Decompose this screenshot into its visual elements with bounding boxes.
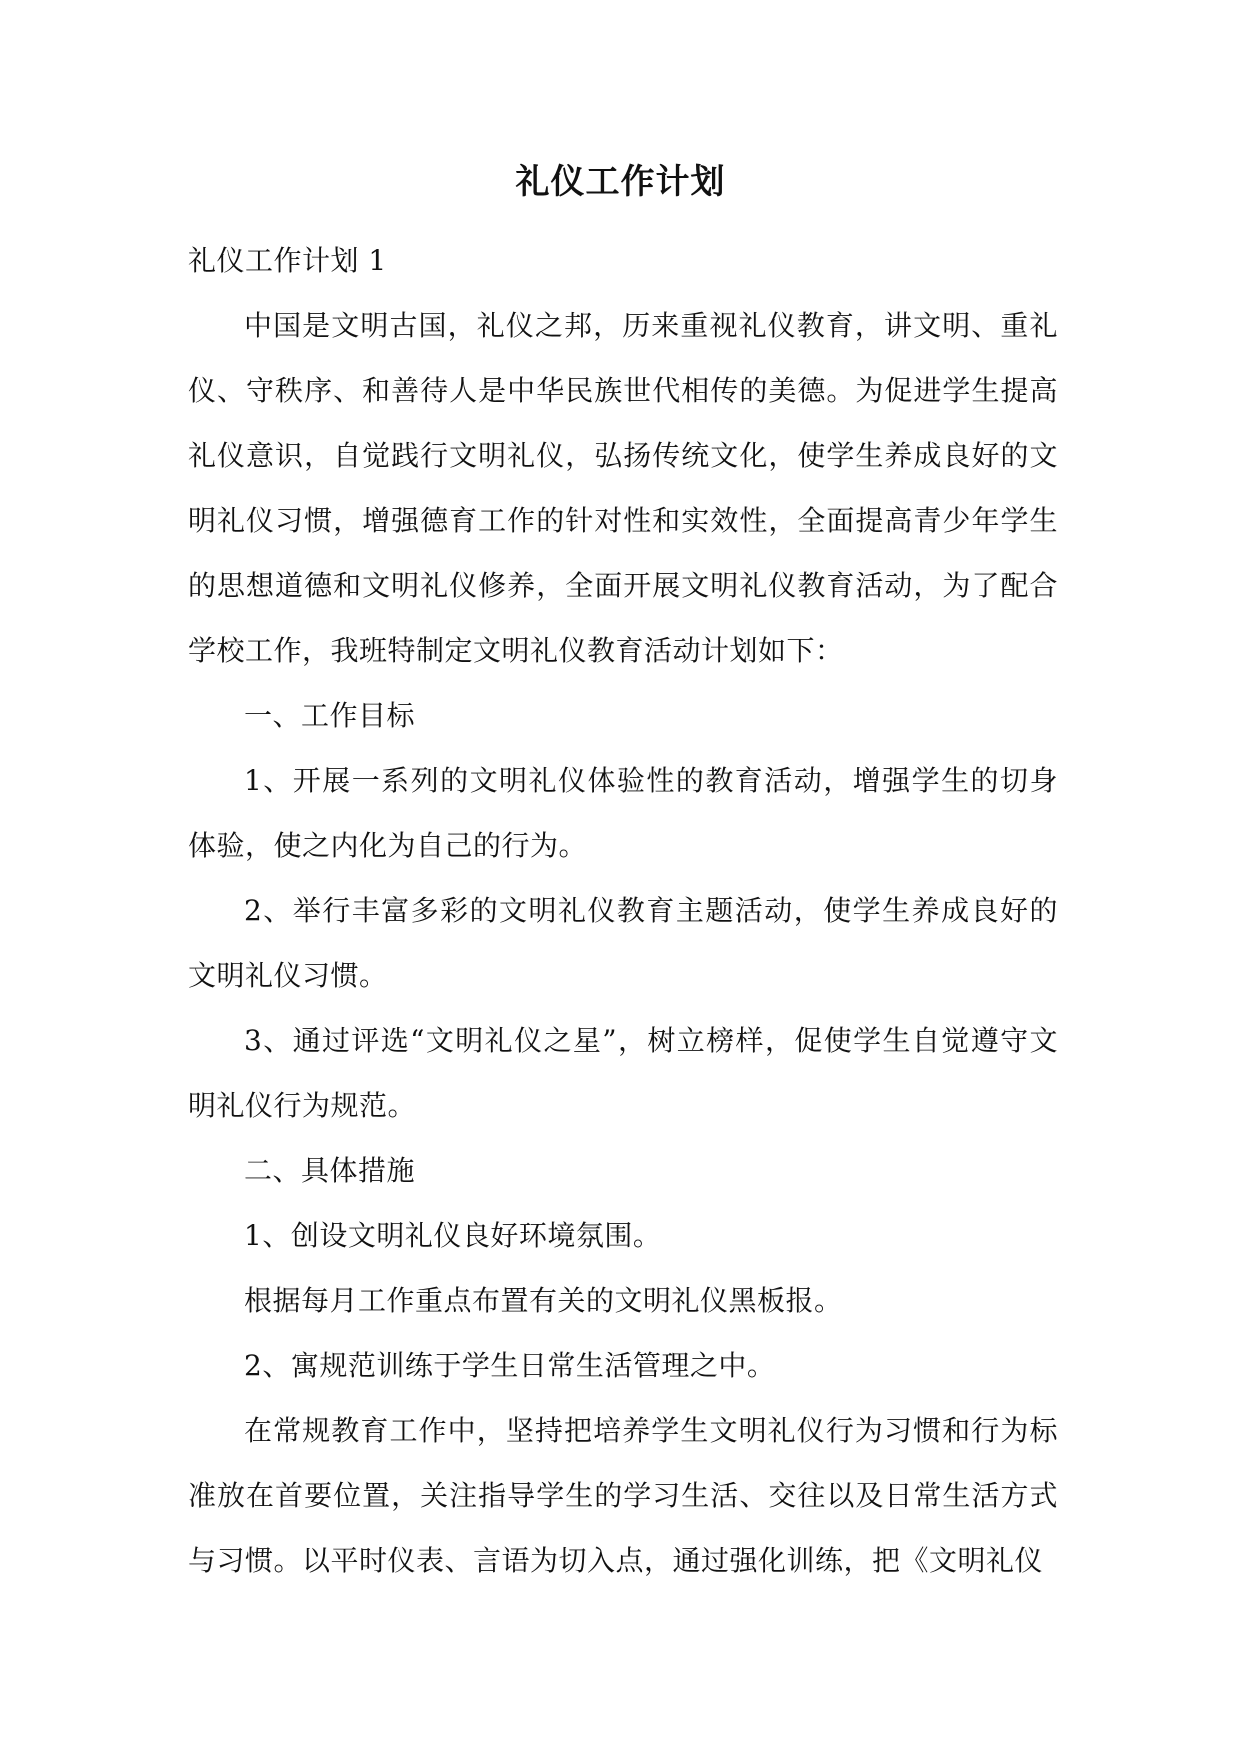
- goal-item-1: 1、开展一系列的文明礼仪体验性的教育活动，增强学生的切身体验，使之内化为自己的行为。: [188, 764, 1058, 862]
- measure-item-1-detail: 根据每月工作重点布置有关的文明礼仪黑板报。: [244, 1284, 843, 1317]
- section-heading-measures: 二、具体措施: [244, 1154, 416, 1187]
- document-body: [188, 228, 1058, 1593]
- section-heading-goals: 一、工作目标: [244, 699, 416, 732]
- intro-paragraph: 中国是文明古国，礼仪之邦，历来重视礼仪教育，讲文明、重礼仪、守秩序、和善待人是中华民族世代相传的美德。为促进学生提高礼仪意识，自觉践行文明礼仪，弘扬传统文化，使学生养成良好的文明礼仪习惯，增强德育工作的针对性和实效性，全面提高青少年学生的思想道德和文明礼仪修养，全面开展文明礼仪教育活动，为了配合学校工作，我班特制定文明礼仪教育活动计划如下：: [188, 309, 1058, 667]
- section-heading: 礼仪工作计划 1: [188, 244, 387, 277]
- measure-item-2-detail: 在常规教育工作中，坚持把培养学生文明礼仪行为习惯和行为标准放在首要位置，关注指导学生的学习生活、交往以及日常生活方式与习惯。以平时仪表、言语为切入点，通过强化训练，把《文明礼仪: [188, 1414, 1058, 1577]
- measure-item-1: 1、创设文明礼仪良好环境氛围。: [244, 1219, 662, 1252]
- document-title: 礼仪工作计划: [515, 162, 726, 202]
- goal-item-3: 3、通过评选“文明礼仪之星”，树立榜样，促使学生自觉遵守文明礼仪行为规范。: [188, 1024, 1058, 1122]
- goal-item-2: 2、举行丰富多彩的文明礼仪教育主题活动，使学生养成良好的文明礼仪习惯。: [188, 894, 1058, 992]
- measure-item-2: 2、寓规范训练于学生日常生活管理之中。: [244, 1349, 776, 1382]
